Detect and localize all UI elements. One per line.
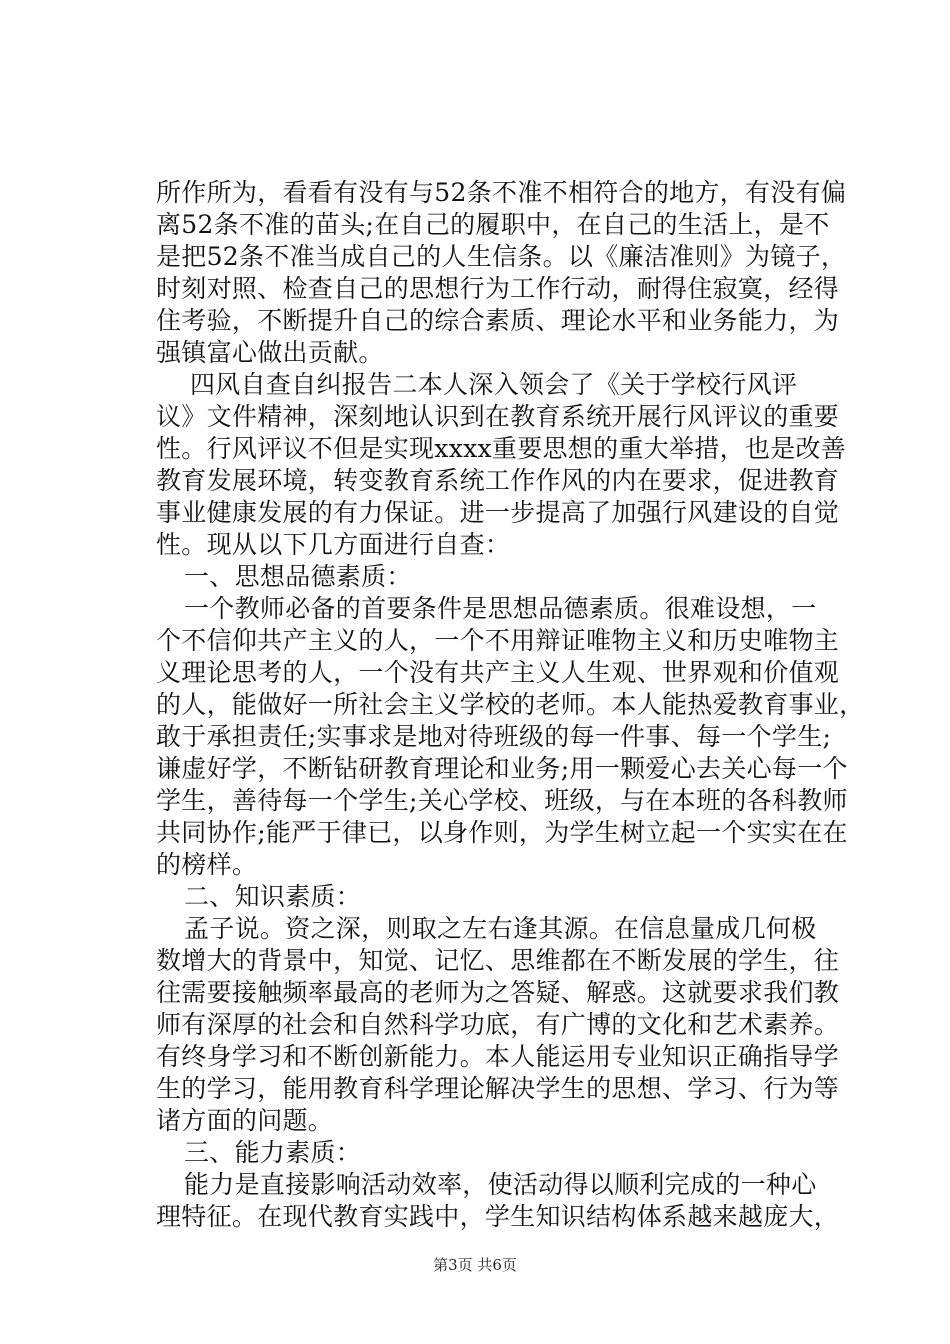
text-line: 学生，善待每一个学生;关心学校、班级，与在本班的各科教师	[156, 786, 848, 815]
text-line: 是把52条不准当成自己的人生信条。以《廉洁准则》为镜子，	[156, 242, 847, 271]
text-line: 数增大的背景中，知觉、记忆、思维都在不断发展的学生，往	[156, 946, 840, 975]
text-line: 诸方面的问题。	[156, 1106, 334, 1135]
section-heading: 三、能力素质：	[184, 1138, 362, 1167]
text-line: 离52条不准的苗头;在自己的履职中，在自己的生活上，是不	[156, 210, 830, 239]
text-line: 性。行风评议不但是实现xxxx重要思想的重大举措，也是改善	[156, 434, 847, 463]
text-line: 时刻对照、检查自己的思想行为工作行动，耐得住寂寞，经得	[156, 274, 840, 303]
section-heading: 二、知识素质：	[184, 882, 362, 911]
text-line: 个不信仰共产主义的人，一个不用辩证唯物主义和历史唯物主	[156, 626, 840, 655]
text-line: 的榜样。	[156, 850, 258, 879]
text-line: 四风自查自纠报告二本人深入领会了《关于学校行风评	[190, 370, 798, 399]
text-line: 事业健康发展的有力保证。进一步提高了加强行风建设的自觉	[156, 498, 840, 527]
section-heading: 一、思想品德素质：	[184, 562, 412, 591]
text-line: 师有深厚的社会和自然科学功底，有广博的文化和艺术素养。	[156, 1010, 840, 1039]
text-line: 敢于承担责任;实事求是地对待班级的每一件事、每一个学生;	[156, 722, 832, 751]
text-line: 议》文件精神，深刻地认识到在教育系统开展行风评议的重要	[156, 402, 840, 431]
page-footer: 第3页 共6页	[433, 1256, 517, 1274]
text-line: 强镇富心做出贡献。	[156, 338, 384, 367]
text-line: 生的学习，能用教育科学理论解决学生的思想、学习、行为等	[156, 1074, 840, 1103]
text-line: 有终身学习和不断创新能力。本人能运用专业知识正确指导学	[156, 1042, 840, 1071]
text-line: 住考验，不断提升自己的综合素质、理论水平和业务能力，为	[156, 306, 840, 335]
text-line: 孟子说。资之深，则取之左右逢其源。在信息量成几何极	[184, 914, 817, 943]
text-line: 义理论思考的人，一个没有共产主义人生观、世界观和价值观	[156, 658, 840, 687]
text-line: 能力是直接影响活动效率，使活动得以顺利完成的一种心	[184, 1170, 817, 1199]
text-line: 性。现从以下几方面进行自查：	[156, 530, 511, 559]
text-line: 的人，能做好一所社会主义学校的老师。本人能热爱教育事业，	[156, 690, 865, 719]
text-line: 所作所为，看看有没有与52条不准不相符合的地方，有没有偏	[156, 178, 847, 207]
text-line: 教育发展环境，转变教育系统工作作风的内在要求，促进教育	[156, 466, 840, 495]
text-line: 共同协作;能严于律已，以身作则，为学生树立起一个实实在在	[156, 818, 848, 847]
text-line: 往需要接触频率最高的老师为之答疑、解惑。这就要求我们教	[156, 978, 840, 1007]
text-line: 谦虚好学，不断钻研教育理论和业务;用一颗爱心去关心每一个	[156, 754, 848, 783]
text-line: 一个教师必备的首要条件是思想品德素质。很难设想，一	[184, 594, 817, 623]
text-line: 理特征。在现代教育实践中，学生知识结构体系越来越庞大，	[156, 1202, 840, 1231]
